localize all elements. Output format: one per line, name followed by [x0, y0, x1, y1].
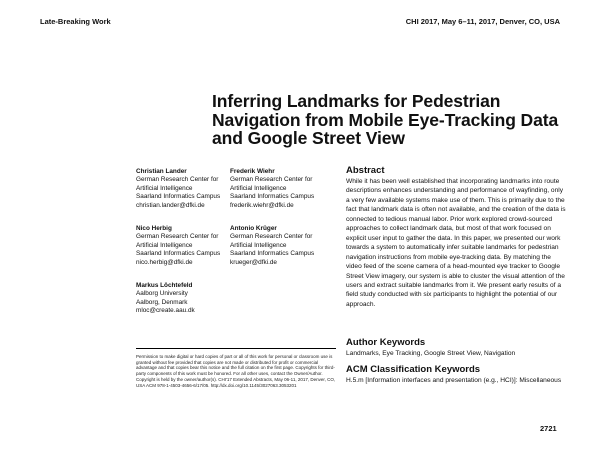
author-affiliation: German Research Center for: [230, 176, 313, 184]
author-affiliation: German Research Center for: [136, 233, 219, 241]
author-name: Frederik Wiehr: [230, 168, 275, 175]
author-email: mloc@create.aau.dk: [136, 307, 195, 315]
author-name: Markus Löchtefeld: [136, 282, 193, 289]
classification-heading: ACM Classification Keywords: [346, 364, 481, 375]
author-affiliation: Saarland Informatics Campus: [136, 250, 221, 258]
author-email: frederik.wiehr@dfki.de: [230, 201, 294, 209]
author-affiliation: German Research Center for: [230, 233, 313, 241]
author-affiliation: Artificial Intelligence: [136, 184, 193, 192]
keywords-heading: Author Keywords: [346, 337, 426, 348]
author-affiliation: German Research Center for: [136, 176, 219, 184]
author-affiliation: Aalborg, Denmark: [136, 298, 188, 306]
author-affiliation: Saarland Informatics Campus: [230, 193, 315, 201]
page-number: 2721: [540, 424, 557, 433]
abstract-text: While it has been well established that incorporating landmarks into route descriptions enhances understanding and performance of wayfinding, only a very few available systems make use of them. This is primarily due to the fact that landmark data is often not available, and the creation of the data is connected to tedious manual labor. Prior work explored crowd-sourced approaches to collect landmark data, but most of that work focused on explicit user input to gather the data. In this paper, we presented our work towards a system to automatically infer suitable landmarks for pedestrian navigation instructions from mobile eye-tracking data. By matching the video feed of the scene camera of a head-mounted eye tracker to Google Street View imagery, our system is able to cluster the visual attention of the users and extract suitable landmarks from it. We present early results of a field study conducted with six participants to highlight the potential of our approach.: [346, 178, 566, 308]
abstract-heading: Abstract: [346, 165, 385, 176]
author-name: Nico Herbig: [136, 225, 172, 232]
classification-text: H.5.m [Information interfaces and presentation (e.g., HCI)]: Miscellaneous: [346, 377, 562, 384]
running-head-right: CHI 2017, May 6–11, 2017, Denver, CO, USA: [405, 17, 560, 26]
author-block: [230, 225, 345, 267]
author-block: [136, 282, 251, 316]
running-head-left: Late-Breaking Work: [40, 17, 111, 26]
author-affiliation: Aalborg University: [136, 290, 188, 298]
permission-block: Permission to make digital or hard copies of part or all of this work for personal or classroom use is granted without fee provided that copies are not made or distributed for profit or commercial advantage and that copies bear this notice and the full citation on the first page. Copyrights for third-party components of this work must be honored. For all other uses, contact the Owner/Author. Copyright is held by the owner/author(s). CHI'17 Extended Abstracts, May 06-11, 2017, Denver, CO, USA ACM 978-1-4503-4656-6/17/05. http://dx.doi.org/10.1145/3027063.3053201: [136, 354, 336, 388]
keywords-text: Landmarks, Eye Tracking, Google Street View, Navigation: [346, 350, 516, 357]
author-name: Antonio Krüger: [230, 225, 277, 232]
author-affiliation: Saarland Informatics Campus: [136, 193, 221, 201]
author-email: nico.herbig@dfki.de: [136, 258, 193, 266]
author-affiliation: Saarland Informatics Campus: [230, 250, 315, 258]
author-affiliation: Artificial Intelligence: [230, 184, 287, 192]
author-email: krueger@dfki.de: [230, 258, 277, 266]
author-email: christian.lander@dfki.de: [136, 201, 205, 209]
author-affiliation: Artificial Intelligence: [136, 241, 193, 249]
author-name: Christian Lander: [136, 168, 187, 175]
permission-divider: [136, 348, 336, 349]
author-affiliation: Artificial Intelligence: [230, 241, 287, 249]
author-block: [230, 168, 345, 210]
paper-title: Inferring Landmarks for Pedestrian Navigation from Mobile Eye-Tracking Data and Google Street View: [212, 91, 559, 148]
